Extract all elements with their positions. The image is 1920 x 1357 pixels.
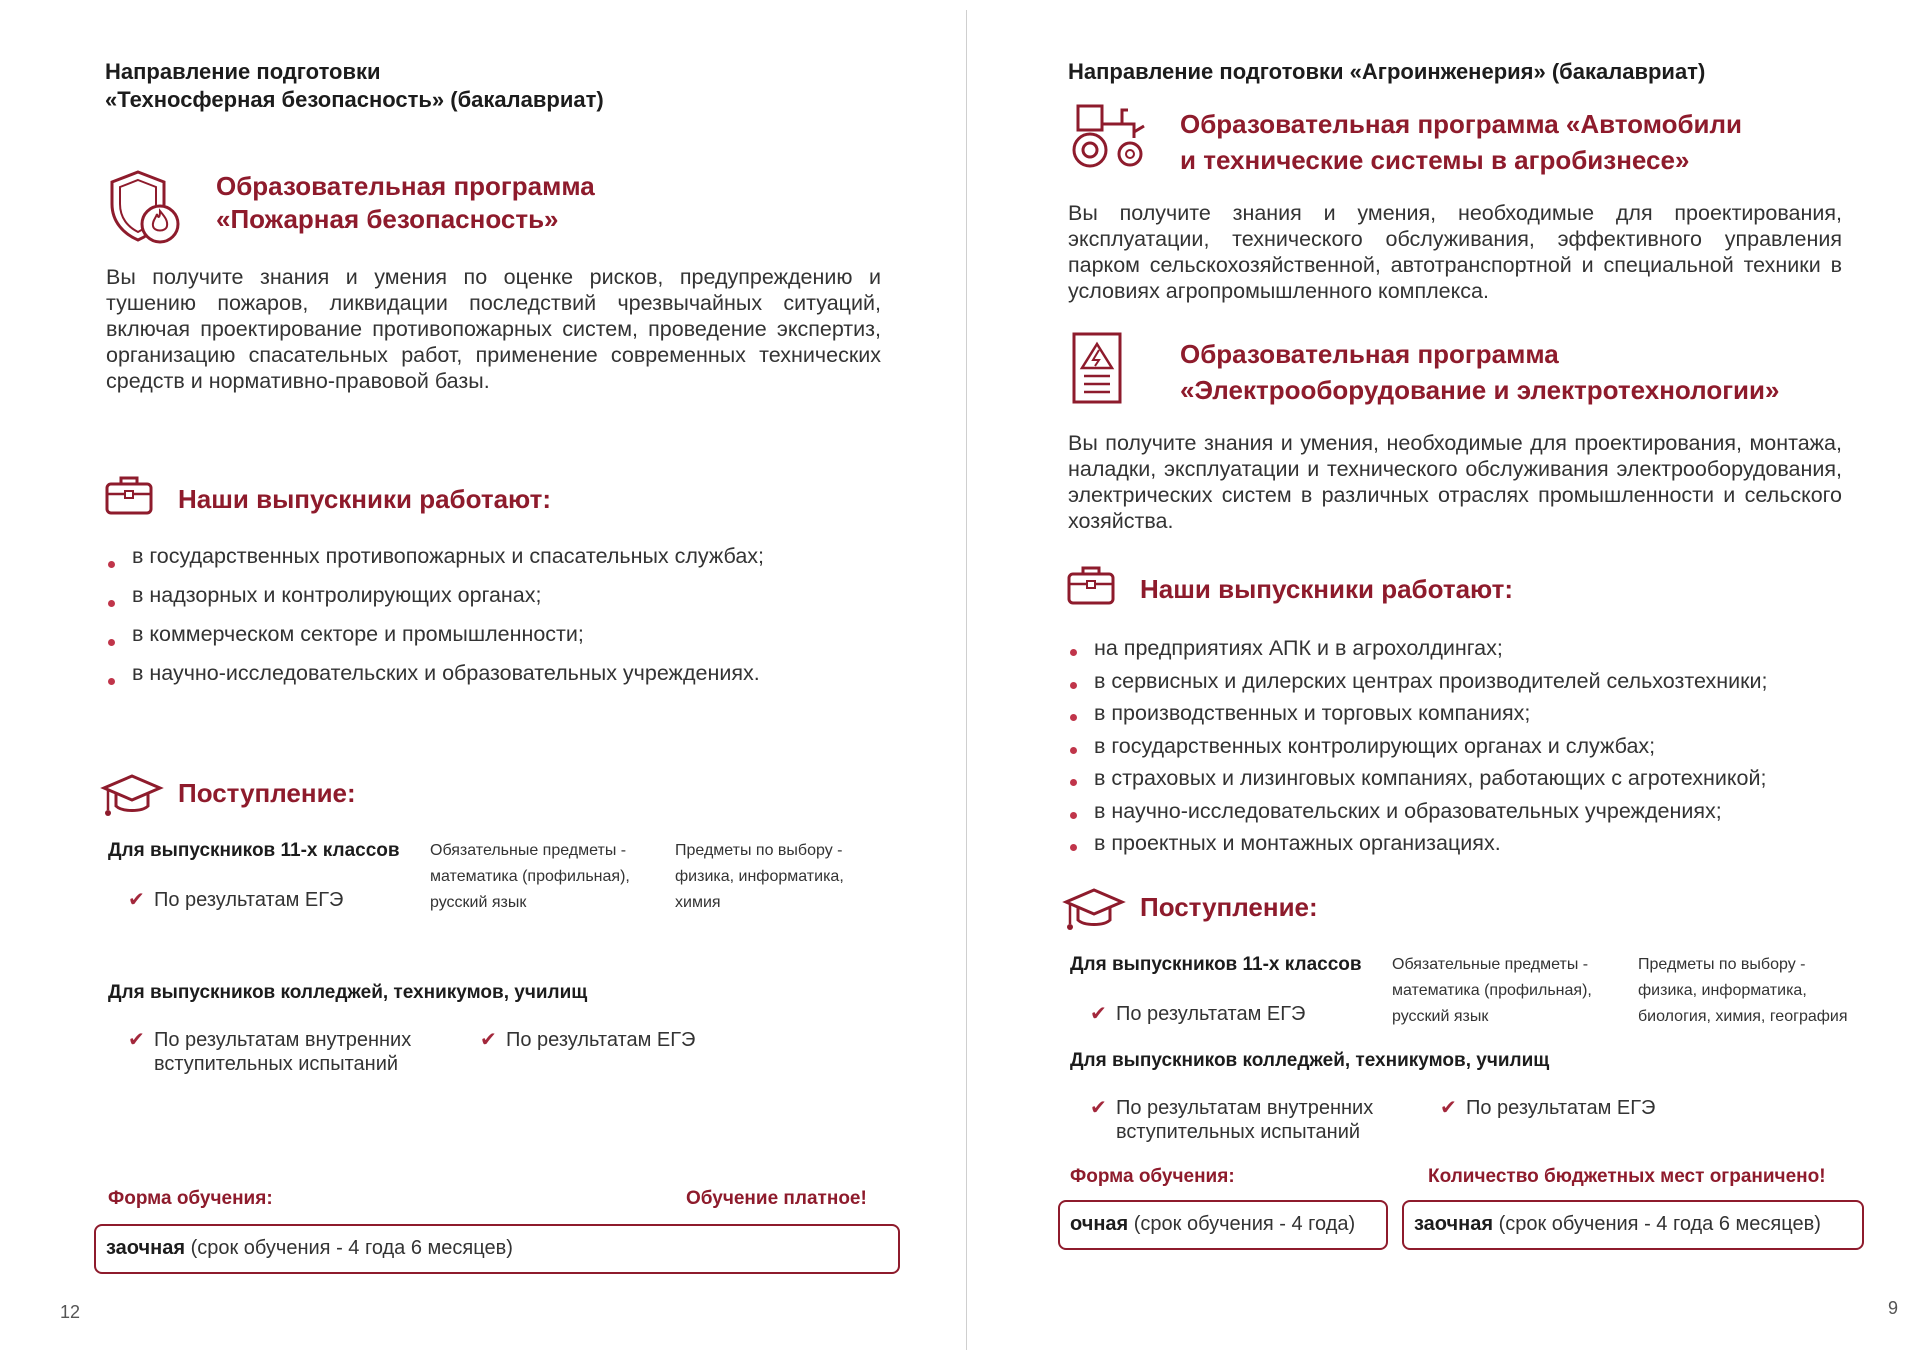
program-description-1: Вы получите знания и умения, необходимые для проектирования, эксплуатации, технического обслуживания, эффективного управления парком сельскохозяйственной, автотранспортной и специальной техники в условиях агропромышленного комплекса. (1068, 201, 1842, 303)
check-icon: ✔ (1090, 1003, 1107, 1025)
form-label: Форма обучения: (108, 1188, 273, 1209)
graduation-cap-icon (1062, 886, 1126, 936)
program-title-2: Образовательная программа «Электрооборудование и электротехнологии» (1180, 339, 1780, 405)
school-group-label: Для выпускников 11-х классов (1070, 954, 1362, 975)
briefcase-icon (1066, 564, 1116, 606)
graduates-list (104, 544, 764, 700)
form-of-study-box: заочная (срок обучения - 4 года 6 месяцев) (94, 1224, 900, 1274)
graduates-title: Наши выпускники работают: (178, 484, 551, 514)
list-item: в производственных и торговых компаниях; (1066, 701, 1767, 734)
optional-subjects: Предметы по выбору - физика, информатика, химия (675, 842, 844, 911)
optional-subjects: Предметы по выбору - физика, информатика, биология, химия, география (1638, 956, 1848, 1025)
mandatory-subjects: Обязательные предметы - математика (профильная), русский язык (1392, 956, 1592, 1025)
program-title: Образовательная программа «Пожарная безопасность» (216, 171, 595, 234)
form-of-study-box-extramural: заочная (срок обучения - 4 года 6 месяцев) (1402, 1200, 1864, 1250)
graduates-list (1066, 636, 1767, 864)
graduates-title: Наши выпускники работают: (1140, 574, 1513, 604)
shield-fire-icon (104, 168, 186, 246)
tractor-icon (1068, 102, 1148, 170)
check-icon: ✔ (128, 889, 145, 911)
graduation-cap-icon (100, 772, 164, 822)
check-icon: ✔ (1440, 1097, 1457, 1119)
mandatory-subjects: Обязательные предметы - математика (профильная), русский язык (430, 842, 630, 911)
program-title-1: Образовательная программа «Автомобили и технические системы в агробизнесе» (1180, 109, 1743, 175)
list-item: в проектных и монтажных организациях. (1066, 831, 1767, 864)
college-internal-item: ✔ По результатам внутренних вступительных испытаний (1090, 1097, 1374, 1143)
briefcase-icon (104, 474, 154, 516)
list-item: в научно-исследовательских и образовательных учреждениях. (104, 661, 764, 700)
admission-title: Поступление: (1140, 892, 1318, 922)
list-item: в сервисных и дилерских центрах производителей сельхозтехники; (1066, 669, 1767, 702)
school-exam-item: ✔ По результатам ЕГЭ (128, 889, 344, 911)
school-group-label: Для выпускников 11-х классов (108, 840, 400, 861)
school-exam-item: ✔ По результатам ЕГЭ (1090, 1003, 1306, 1025)
form-label: Форма обучения: (1070, 1166, 1235, 1187)
list-item: в государственных контролирующих органах и службах; (1066, 734, 1767, 767)
direction-title: Направление подготовки «Техносферная безопасность» (бакалавриат) (105, 59, 604, 112)
direction-title: Направление подготовки «Агроинженерия» (бакалавриат) (1068, 59, 1706, 84)
form-of-study-box-fulltime: очная (срок обучения - 4 года) (1058, 1200, 1388, 1250)
list-item: в государственных противопожарных и спасательных службах; (104, 544, 764, 583)
college-internal-item: ✔ По результатам внутренних вступительных испытаний (128, 1029, 412, 1075)
list-item: в научно-исследовательских и образовательных учреждениях; (1066, 799, 1767, 832)
right-page (970, 0, 1920, 1357)
list-item: на предприятиях АПК и в агрохолдингах; (1066, 636, 1767, 669)
list-item: в надзорных и контролирующих органах; (104, 583, 764, 622)
list-item: в страховых и лизинговых компаниях, работающих с агротехникой; (1066, 766, 1767, 799)
college-exam-item: ✔ По результатам ЕГЭ (1440, 1097, 1656, 1119)
college-group-label: Для выпускников колледжей, техникумов, училищ (1070, 1050, 1550, 1071)
program-description: Вы получите знания и умения по оценке рисков, предупреждению и тушению пожаров, ликвидации последствий чрезвычайных ситуаций, включая проектирование противопожарных систем, проведение экспертиз, организацию спасательных работ, применение современных технических средств и нормативно-правовой базы. (106, 265, 881, 393)
check-icon: ✔ (1090, 1097, 1107, 1119)
page-number: 9 (1888, 1298, 1899, 1318)
check-icon: ✔ (480, 1029, 497, 1051)
college-group-label: Для выпускников колледжей, техникумов, училищ (108, 982, 588, 1003)
college-exam-item: ✔ По результатам ЕГЭ (480, 1029, 696, 1051)
paid-note: Обучение платное! (686, 1188, 867, 1209)
program-description-2: Вы получите знания и умения, необходимые для проектирования, монтажа, наладки, эксплуатации и технического обслуживания электрооборудования, электрических систем в различных отраслях промышленности и сельского хозяйства. (1068, 431, 1842, 533)
page-fold (966, 10, 967, 1350)
budget-note: Количество бюджетных мест ограничено! (1428, 1166, 1826, 1187)
list-item: в коммерческом секторе и промышленности; (104, 622, 764, 661)
check-icon: ✔ (128, 1029, 145, 1051)
electrical-panel-icon (1070, 330, 1126, 406)
admission-title: Поступление: (178, 778, 356, 808)
page-number: 12 (60, 1302, 81, 1322)
